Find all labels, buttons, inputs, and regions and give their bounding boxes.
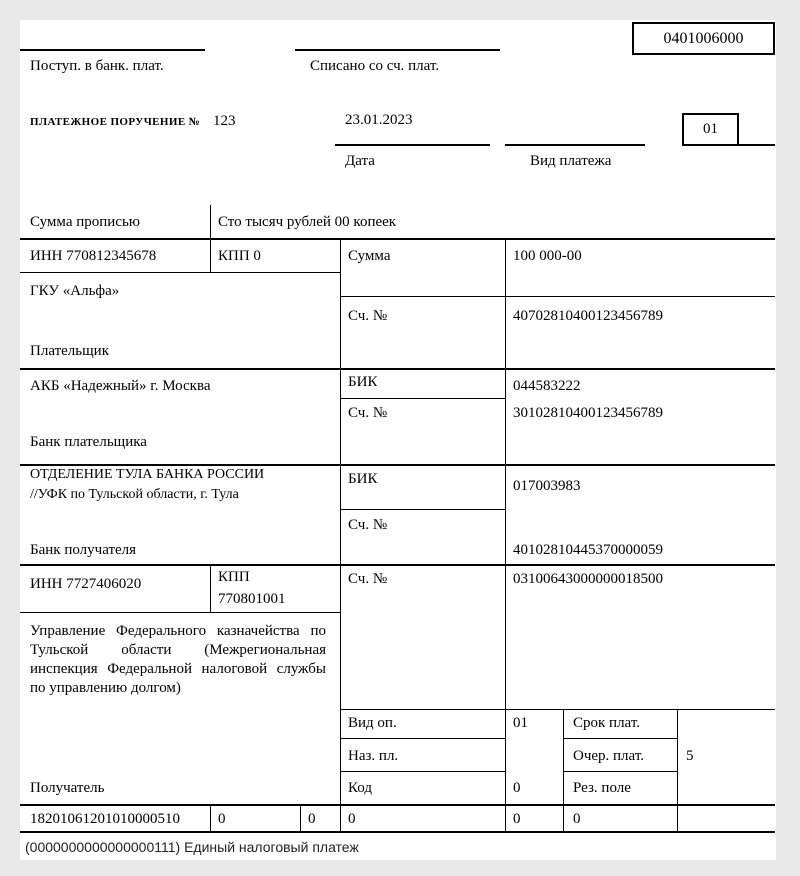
payee-section-label: Получатель bbox=[30, 780, 105, 796]
table-line bbox=[505, 238, 506, 831]
table-line bbox=[340, 771, 505, 772]
date-underline bbox=[335, 144, 490, 146]
payee-bank-account-label: Сч. № bbox=[348, 517, 388, 533]
payer-inn: ИНН 770812345678 bbox=[30, 248, 157, 264]
tax-field-value: 0 bbox=[308, 811, 316, 827]
table-line bbox=[210, 564, 211, 612]
payment-type-code: 01 bbox=[703, 121, 718, 137]
table-line bbox=[300, 804, 301, 831]
table-line bbox=[20, 238, 775, 240]
reserve-field-label: Рез. поле bbox=[573, 780, 631, 796]
table-line bbox=[563, 771, 677, 772]
table-line bbox=[340, 296, 775, 297]
table-line bbox=[563, 709, 564, 831]
table-line bbox=[20, 272, 340, 273]
priority-label: Очер. плат. bbox=[573, 748, 644, 764]
payer-kpp: КПП 0 bbox=[218, 248, 261, 264]
payment-date-value: 23.01.2023 bbox=[345, 112, 413, 128]
table-line bbox=[20, 804, 775, 806]
amount-value: 100 000-00 bbox=[513, 248, 582, 264]
payer-name: ГКУ «Альфа» bbox=[30, 283, 120, 299]
received-label: Поступ. в банк. плат. bbox=[30, 58, 164, 74]
code-value: 0 bbox=[513, 780, 521, 796]
op-type-label: Вид оп. bbox=[348, 715, 397, 731]
table-line bbox=[563, 738, 677, 739]
received-underline bbox=[20, 49, 205, 51]
amount-label: Сумма bbox=[348, 248, 391, 264]
table-line bbox=[340, 509, 505, 510]
form-code-box bbox=[632, 22, 775, 55]
payee-bank-section-label: Банк получателя bbox=[30, 542, 137, 558]
table-line bbox=[20, 464, 775, 466]
payer-account-value: 40702810400123456789 bbox=[513, 308, 663, 324]
table-line bbox=[20, 612, 340, 613]
payer-bank-section-label: Банк плательщика bbox=[30, 434, 147, 450]
table-line bbox=[20, 831, 775, 833]
kbk-value: 18201061201010000510 bbox=[30, 811, 180, 827]
table-line bbox=[20, 368, 775, 370]
table-line bbox=[340, 738, 505, 739]
payment-order-number: 123 bbox=[213, 113, 236, 129]
form-code: 0401006000 bbox=[663, 29, 744, 47]
priority-value: 5 bbox=[686, 748, 694, 764]
table-line bbox=[20, 564, 775, 566]
table-line bbox=[210, 804, 211, 831]
amount-words-label: Сумма прописью bbox=[30, 214, 141, 230]
payment-type-code-box bbox=[682, 113, 739, 146]
payment-type-label: Вид платежа bbox=[530, 153, 612, 169]
payment-purpose-text: (0000000000000000111) Единый налоговый платеж bbox=[25, 839, 359, 855]
tax-field-value: 0 bbox=[513, 811, 521, 827]
payee-inn: ИНН 7727406020 bbox=[30, 576, 142, 592]
payer-bank-account-label: Сч. № bbox=[348, 405, 388, 421]
payment-order-title: ПЛАТЕЖНОЕ ПОРУЧЕНИЕ № bbox=[30, 116, 201, 128]
payee-account-label: Сч. № bbox=[348, 571, 388, 587]
payee-name: Управление Федерального казначейства по Тульской области (Межрегиональная инспекция Федеральной налоговой службы по управлению долгом) bbox=[30, 623, 326, 696]
payment-type-box-extension-line bbox=[739, 144, 775, 146]
payee-bank-name-line1: ОТДЕЛЕНИЕ ТУЛА БАНКА РОССИИ bbox=[30, 467, 265, 482]
table-line bbox=[340, 238, 341, 831]
table-line bbox=[340, 398, 505, 399]
tax-field-value: 0 bbox=[348, 811, 356, 827]
table-line bbox=[677, 709, 678, 831]
table-line bbox=[340, 709, 775, 710]
payment-type-underline bbox=[505, 144, 645, 146]
debited-label: Списано со сч. плат. bbox=[310, 58, 440, 74]
payer-bank-name: АКБ «Надежный» г. Москва bbox=[30, 378, 211, 394]
payer-account-label: Сч. № bbox=[348, 308, 388, 324]
op-type-value: 01 bbox=[513, 715, 528, 731]
code-label: Код bbox=[348, 780, 372, 796]
payee-bank-bik-label: БИК bbox=[348, 471, 378, 487]
payer-section-label: Плательщик bbox=[30, 343, 109, 359]
debited-underline bbox=[295, 49, 500, 51]
payee-bank-bik-value: 017003983 bbox=[513, 478, 581, 494]
amount-words-value: Сто тысяч рублей 00 копеек bbox=[218, 214, 397, 230]
due-date-label: Срок плат. bbox=[573, 715, 641, 731]
date-label: Дата bbox=[345, 153, 375, 169]
payer-bank-bik-value: 044583222 bbox=[513, 378, 581, 394]
tax-field-value: 0 bbox=[573, 811, 581, 827]
payer-bank-account-value: 30102810400123456789 bbox=[513, 405, 663, 421]
payee-kpp-value: 770801001 bbox=[218, 591, 286, 607]
payee-bank-account-value: 40102810445370000059 bbox=[513, 542, 663, 558]
tax-field-value: 0 bbox=[218, 811, 226, 827]
purpose-code-label: Наз. пл. bbox=[348, 748, 399, 764]
payee-bank-name-line2: //УФК по Тульской области, г. Тула bbox=[30, 487, 239, 502]
payee-account-value: 03100643000000018500 bbox=[513, 571, 663, 587]
payer-bank-bik-label: БИК bbox=[348, 374, 378, 390]
payee-kpp-label: КПП bbox=[218, 569, 250, 585]
